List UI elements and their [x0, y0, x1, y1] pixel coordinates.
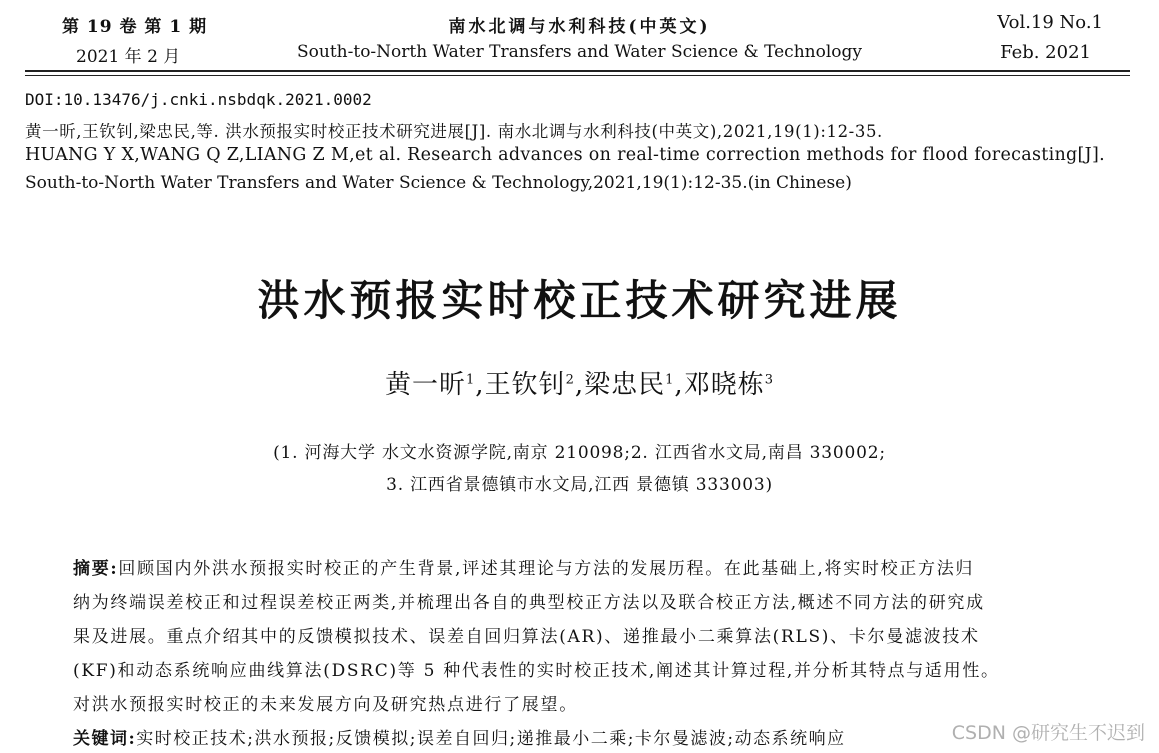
affiliation-line: (1. 河海大学 水文水资源学院,南京 210098;2. 江西省水文局,南昌 330002; [273, 443, 886, 463]
keywords-line [73, 724, 846, 749]
author-name: 邓晓栋 [683, 370, 765, 400]
abstract-line [73, 554, 974, 579]
journal-issue: 第 19 卷 第 1 期 [62, 17, 208, 37]
author-affiliation-mark: 2 [565, 372, 575, 388]
journal-volume: Vol.19 No.1 [997, 12, 1103, 33]
journal-name-cn: 南水北调与水利科技(中英文) [448, 17, 711, 37]
paper-title: 洪水预报实时校正技术研究进展 [257, 276, 902, 325]
abstract-line: 果及进展。重点介绍其中的反馈模拟技术、误差自回归算法(AR)、递推最小二乘算法(RLS)、卡尔曼滤波技术 [73, 627, 980, 647]
keywords-label: 关键词: [73, 729, 137, 749]
author-affiliation-mark: 1 [466, 372, 476, 388]
keywords-text: 实时校正技术;洪水预报;反馈模拟;误差自回归;递推最小二乘;卡尔曼滤波;动态系统响应 [136, 729, 846, 749]
abstract-line: 纳为终端误差校正和过程误差校正两类,并梳理出各自的典型校正方法以及联合校正方法,概述不同方法的研究成 [73, 593, 985, 613]
author-name: 王钦钊 [484, 370, 566, 400]
citation-cn: 黄一昕,王钦钊,梁忠民,等. 洪水预报实时校正技术研究进展[J]. 南水北调与水利科技(中英文),2021,19(1):12-35. [25, 122, 883, 141]
abstract-line: 对洪水预报实时校正的未来发展方向及研究热点进行了展望。 [73, 695, 578, 715]
abstract-label: 摘要: [73, 559, 119, 579]
journal-date-en: Feb. 2021 [1000, 42, 1091, 63]
author-name: 梁忠民 [584, 370, 666, 400]
journal-name-en: South-to-North Water Transfers and Water Science & Technology [297, 42, 862, 62]
affiliation-line: 3. 江西省景德镇市水文局,江西 景德镇 333003) [386, 475, 773, 495]
citation-en-line2: South-to-North Water Transfers and Water Science & Technology,2021,19(1):12-35.(in Chinese) [25, 173, 852, 193]
watermark: CSDN @研究生不迟到 [951, 722, 1145, 744]
author-name: 黄一昕 [385, 370, 467, 400]
doi-text: DOI:10.13476/j.cnki.nsbdqk.2021.0002 [25, 90, 372, 109]
abstract-text: 回顾国内外洪水预报实时校正的产生背景,评述其理论与方法的发展历程。在此基础上,将实时校正方法归 [118, 559, 975, 579]
abstract-line: (KF)和动态系统响应曲线算法(DSRC)等 5 种代表性的实时校正技术,阐述其计算过程,并分析其特点与适用性。 [73, 661, 1000, 681]
header-rule-thin [25, 75, 1130, 76]
citation-en-line1: HUANG Y X,WANG Q Z,LIANG Z M,et al. Research advances on real-time correction methods for flood forecasting[J]. [25, 145, 1105, 165]
author-affiliation-mark: 3 [764, 372, 774, 388]
header-rule-thick [25, 70, 1130, 72]
journal-date-cn: 2021 年 2 月 [76, 47, 181, 67]
author-list: 黄一昕$^1$,王钦钊$^2$,梁忠民$^1$,邓晓栋$^3$ [385, 370, 774, 400]
author-affiliation-mark: 1 [665, 372, 675, 388]
